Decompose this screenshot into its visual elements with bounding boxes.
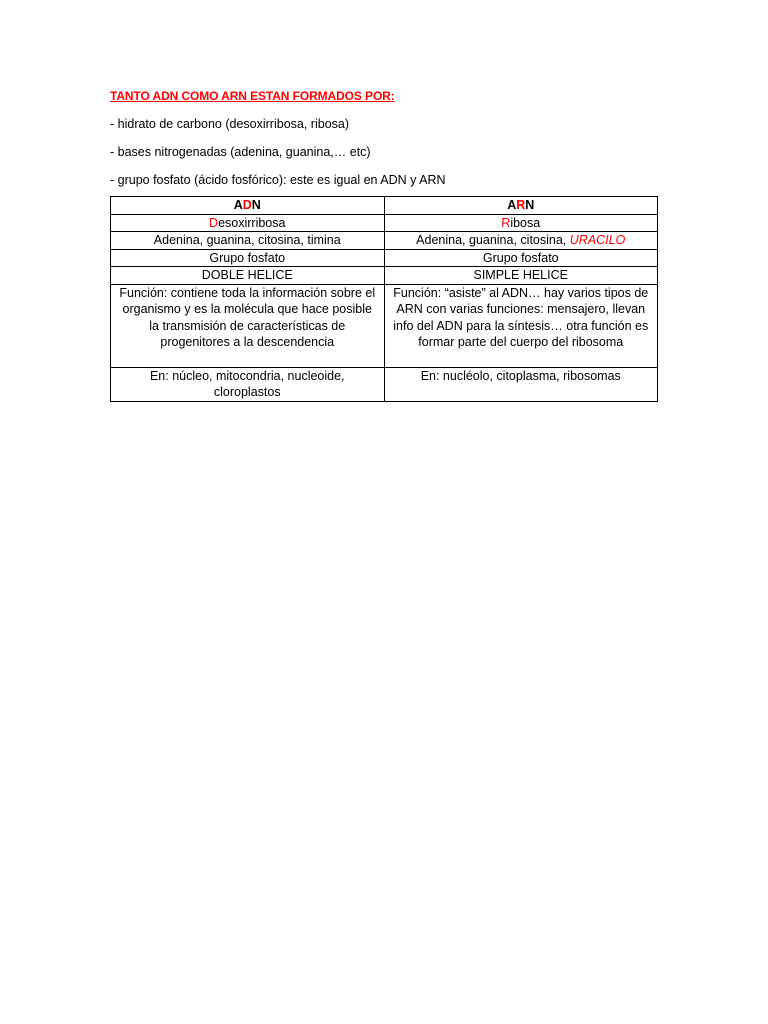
document-page xyxy=(110,86,658,402)
header-arn xyxy=(384,197,658,215)
table-row-function xyxy=(111,284,658,367)
header-adn-a: A xyxy=(233,198,243,212)
cell-adn-phosphate: Grupo fosfato xyxy=(111,249,385,267)
cell-arn-phosphate: Grupo fosfato xyxy=(384,249,658,267)
arn-sugar-rest: ibosa xyxy=(510,215,541,230)
page-heading: TANTO ADN COMO ARN ESTAN FORMADOS POR: xyxy=(110,89,395,103)
table-row-phosphate xyxy=(111,249,658,267)
component-line-bases: - bases nitrogenadas (adenina, guanina,… etc) xyxy=(110,145,371,159)
table-row-sugar xyxy=(111,214,658,232)
comparison-table xyxy=(110,196,658,402)
cell-adn-function: Función: contiene toda la información sobre el organismo y es la molécula que hace posible la transmisión de características de progenitores a la descendencia xyxy=(111,284,385,367)
header-adn-n: N xyxy=(251,198,261,212)
table-row-bases xyxy=(111,232,658,250)
component-line-phosphate: - grupo fosfato (ácido fosfórico): este es igual en ADN y ARN xyxy=(110,173,446,187)
component-line-carbohydrate: - hidrato de carbono (desoxirribosa, ribosa) xyxy=(110,117,350,131)
cell-arn-location: En: nucléolo, citoplasma, ribosomas xyxy=(384,367,658,401)
header-arn-n: N xyxy=(525,198,535,212)
cell-arn-bases xyxy=(384,232,658,250)
table-row-helix xyxy=(111,267,658,285)
cell-arn-helix: SIMPLE HELICE xyxy=(384,267,658,285)
cell-arn-sugar xyxy=(384,214,658,232)
arn-bases-prefix: Adenina, guanina, citosina, xyxy=(416,233,570,247)
header-arn-a: A xyxy=(507,198,517,212)
cell-arn-function: Función: “asiste” al ADN… hay varios tipos de ARN con varias funciones: mensajero, llevan info del ADN para la síntesis… otra función es formar parte del cuerpo del ribosoma xyxy=(384,284,658,367)
table-header-row xyxy=(111,197,658,215)
adn-sugar-initial: D xyxy=(209,215,219,230)
header-arn-r: R xyxy=(516,198,526,212)
cell-adn-location: En: núcleo, mitocondria, nucleoide, cloroplastos xyxy=(111,367,385,401)
header-adn xyxy=(111,197,385,215)
header-adn-d: D xyxy=(242,198,252,212)
cell-adn-sugar xyxy=(111,214,385,232)
arn-sugar-initial: R xyxy=(501,215,511,230)
cell-adn-bases: Adenina, guanina, citosina, timina xyxy=(111,232,385,250)
adn-sugar-rest: esoxirribosa xyxy=(218,215,286,230)
cell-adn-helix: DOBLE HELICE xyxy=(111,267,385,285)
table-row-location xyxy=(111,367,658,401)
arn-bases-uracil: URACILO xyxy=(569,233,626,247)
